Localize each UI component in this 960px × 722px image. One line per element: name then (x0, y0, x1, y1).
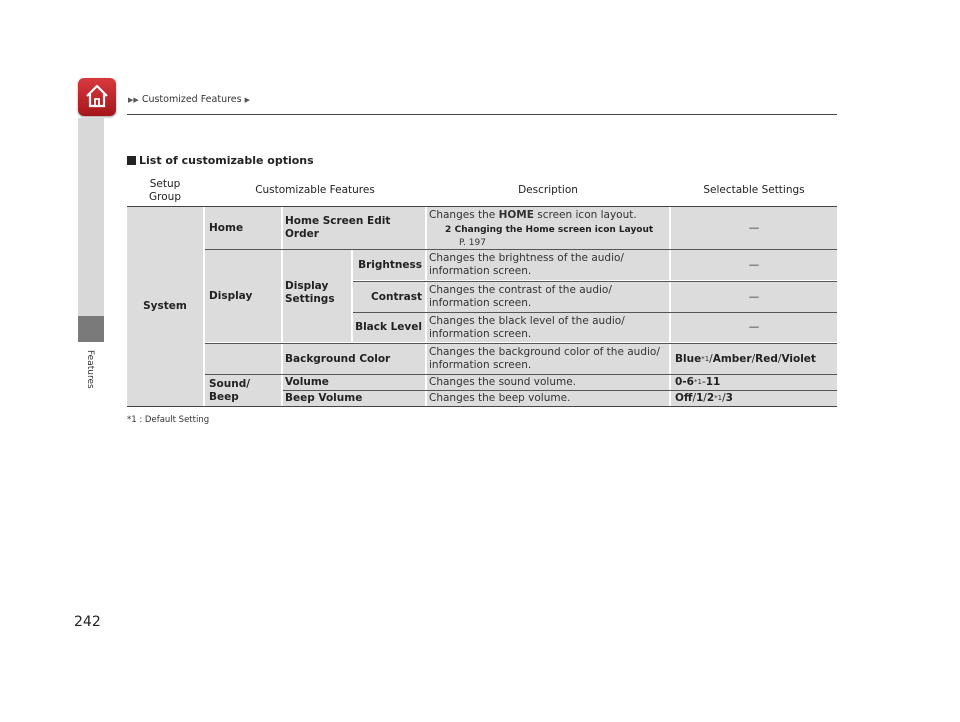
option-amber: Amber (712, 352, 752, 365)
display-settings (283, 250, 351, 342)
feature-volume: Volume (283, 375, 425, 390)
desc-black-level (427, 313, 669, 342)
default-marker: *1 (693, 378, 702, 386)
sub-sound-line2: Beep (209, 391, 239, 403)
square-bullet-icon (127, 156, 136, 165)
sub-display: Display (205, 250, 281, 342)
option-2: 2 (706, 392, 715, 404)
option-volume-max: 11 (705, 376, 721, 388)
desc-background-color (427, 344, 669, 374)
display-settings-line1: Display (285, 280, 329, 292)
breadcrumb[interactable] (128, 94, 250, 105)
separator: / (709, 352, 713, 365)
option-off: Off (675, 392, 693, 404)
default-marker: *1 (701, 354, 710, 363)
desc-bg-line2: information screen. (429, 359, 532, 371)
sub-display-continued (205, 344, 281, 374)
display-settings-line2: Settings (285, 293, 335, 305)
desc-brightness (427, 250, 669, 280)
sub-sound-beep (205, 375, 281, 406)
header-rule (127, 114, 837, 115)
separator: / (777, 352, 782, 365)
desc-brightness-line2: information screen. (429, 265, 532, 277)
option-volume-range: 0-6 (675, 376, 694, 388)
desc-black-line1: Changes the black level of the audio/ (429, 315, 625, 327)
setting-black-level: — (671, 313, 837, 342)
option-red: Red (755, 352, 778, 365)
reference-page: P. 197 (459, 238, 486, 248)
feature-brightness: Brightness (353, 250, 425, 280)
table-bottom-rule (127, 406, 837, 407)
feature-home-screen-edit-order: Home Screen Edit Order (283, 207, 425, 249)
side-section-label: Features (85, 350, 95, 389)
desc-contrast-line2: information screen. (429, 297, 532, 309)
desc-contrast (427, 282, 669, 312)
setting-brightness: — (671, 250, 837, 280)
reference-arrow-icon: 2 (445, 225, 452, 235)
side-section-tab[interactable] (78, 316, 104, 342)
option-3: 3 (725, 392, 733, 404)
separator: / (722, 392, 726, 404)
separator: - (701, 376, 706, 388)
feature-background-color: Background Color (283, 344, 425, 374)
setting-background-color (671, 344, 837, 374)
desc-home-bold: HOME (498, 209, 534, 221)
page-number: 242 (74, 614, 101, 630)
separator: / (692, 392, 696, 404)
desc-black-line2: information screen. (429, 328, 532, 340)
default-marker: *1 (714, 394, 723, 402)
separator: / (751, 352, 756, 365)
setting-volume (671, 375, 837, 390)
feature-contrast: Contrast (353, 282, 425, 312)
breadcrumb-label: Customized Features (141, 94, 242, 105)
setting-beep-volume (671, 391, 837, 406)
group-system: System (127, 207, 203, 406)
col-header-setup-line1: Setup (149, 178, 181, 190)
desc-volume: Changes the sound volume. (427, 375, 669, 390)
triangle-right-icon: ▶ (244, 96, 250, 104)
cross-reference-link[interactable] (429, 223, 669, 237)
col-header-description: Description (518, 184, 578, 196)
footnote: *1 : Default Setting (127, 415, 210, 425)
col-header-settings: Selectable Settings (703, 184, 805, 196)
desc-home (427, 207, 669, 249)
setting-home: — (671, 207, 837, 249)
sub-sound-line1: Sound/ (209, 378, 251, 390)
reference-title[interactable]: Changing the Home screen icon Layout (454, 225, 654, 235)
feature-black-level: Black Level (353, 313, 425, 342)
home-icon (83, 82, 111, 110)
feature-beep-volume: Beep Volume (283, 391, 425, 406)
side-strip (78, 118, 104, 316)
triangle-right-icon: ▶▶ (128, 96, 139, 104)
sub-home: Home (205, 207, 281, 249)
col-header-setup-line2: Group (149, 191, 181, 203)
col-header-setup-group (127, 178, 203, 204)
option-blue: Blue (675, 352, 702, 365)
option-violet: Violet (781, 352, 816, 365)
section-title (127, 154, 314, 167)
home-button[interactable] (78, 78, 116, 116)
col-header-features: Customizable Features (255, 184, 375, 196)
option-1: 1 (695, 392, 704, 404)
desc-beep-volume: Changes the beep volume. (427, 391, 669, 406)
desc-brightness-line1: Changes the brightness of the audio/ (429, 252, 624, 264)
section-title-text: List of customizable options (139, 154, 314, 167)
desc-home-pre: Changes the (429, 209, 499, 221)
desc-bg-line1: Changes the background color of the audio/ (429, 346, 660, 358)
separator: / (703, 392, 707, 404)
desc-home-post: screen icon layout. (533, 209, 637, 221)
desc-contrast-line1: Changes the contrast of the audio/ (429, 284, 612, 296)
setting-contrast: — (671, 282, 837, 312)
